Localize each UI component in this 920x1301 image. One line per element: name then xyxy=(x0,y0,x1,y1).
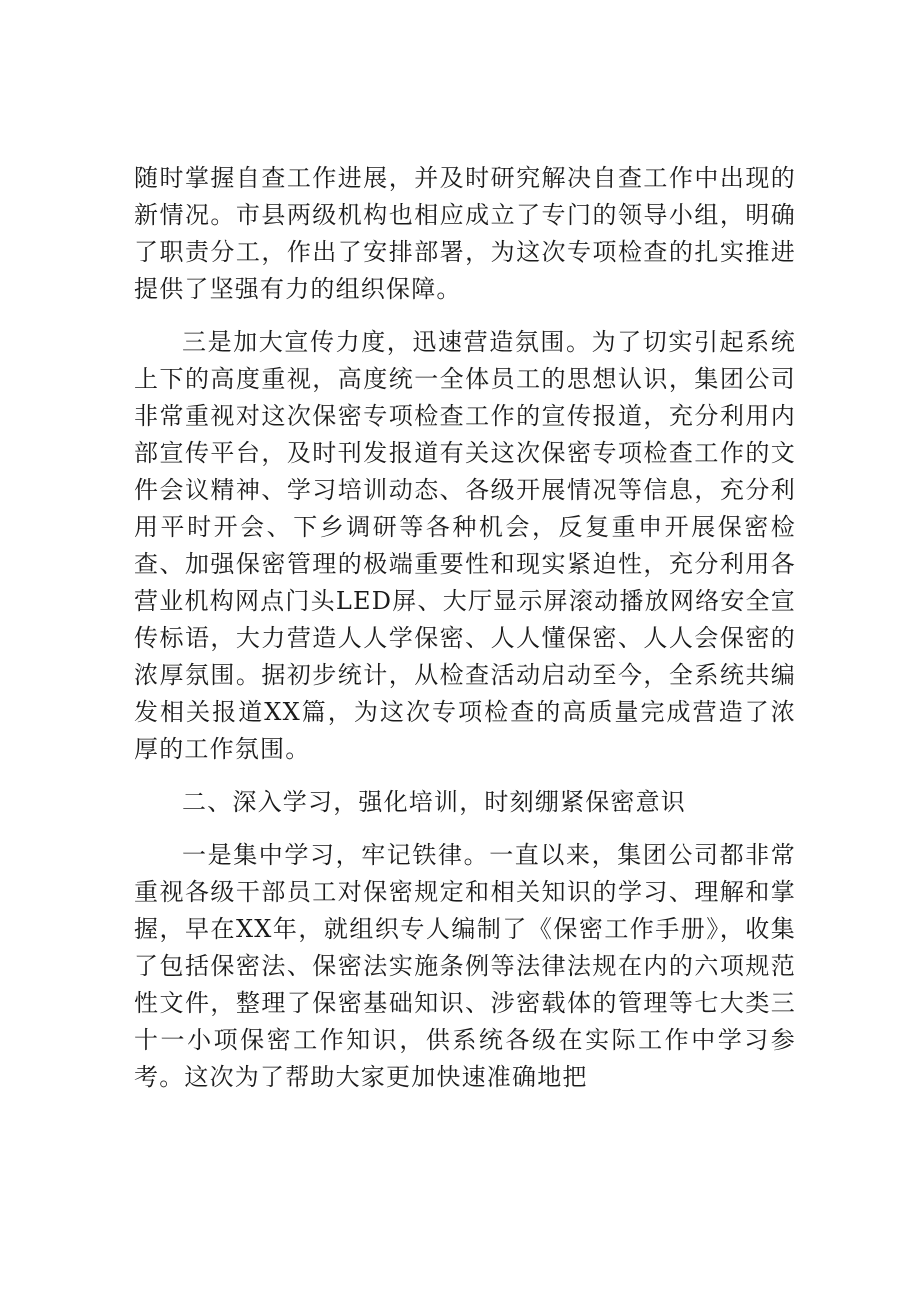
section-heading-study-training: 二、深入学习，强化培训，时刻绷紧保密意识 xyxy=(182,788,686,816)
paragraph-focused-study: 一是集中学习，牢记铁律。一直以来，集团公司都非常重视各级干部员工对保密规定和相关知识的学习、理解和掌握，早在XX年，就组织专人编制了《保密工作手册》，收集了包括保密法、保密法实施条例等法律法规在内的六项规范性文件，整理了保密基础知识、涉密载体的管理等七大类三十一小项保密工作知识，供系统各级在实际工作中学习参考。这次为了帮助大家更加快速准确地把 xyxy=(134,841,796,1091)
paragraph-continuation: 随时掌握自查工作进展，并及时研究解决自查工作中出现的新情况。市县两级机构也相应成立了专门的领导小组，明确了职责分工，作出了安排部署，为这次专项检查的扎实推进提供了坚强有力的组织保障。 xyxy=(134,164,796,303)
paragraph-publicity: 三是加大宣传力度，迅速营造氛围。为了切实引起系统上下的高度重视，高度统一全体员工的思想认识，集团公司非常重视对这次保密专项检查工作的宣传报道，充分利用内部宣传平台，及时刊发报道有关这次保密专项检查工作的文件会议精神、学习培训动态、各级开展情况等信息，充分利用平时开会、下乡调研等各种机会，反复重申开展保密检查、加强保密管理的极端重要性和现实紧迫性，充分利用各营业机构网点门头LED屏、大厅显示屏滚动播放网络安全宣传标语，大力营造人人学保密、人人懂保密、人人会保密的浓厚氛围。据初步统计，从检查活动启动至今，全系统共编发相关报道XX篇，为这次专项检查的高质量完成营造了浓厚的工作氛围。 xyxy=(134,328,796,763)
document-body xyxy=(134,160,796,1096)
